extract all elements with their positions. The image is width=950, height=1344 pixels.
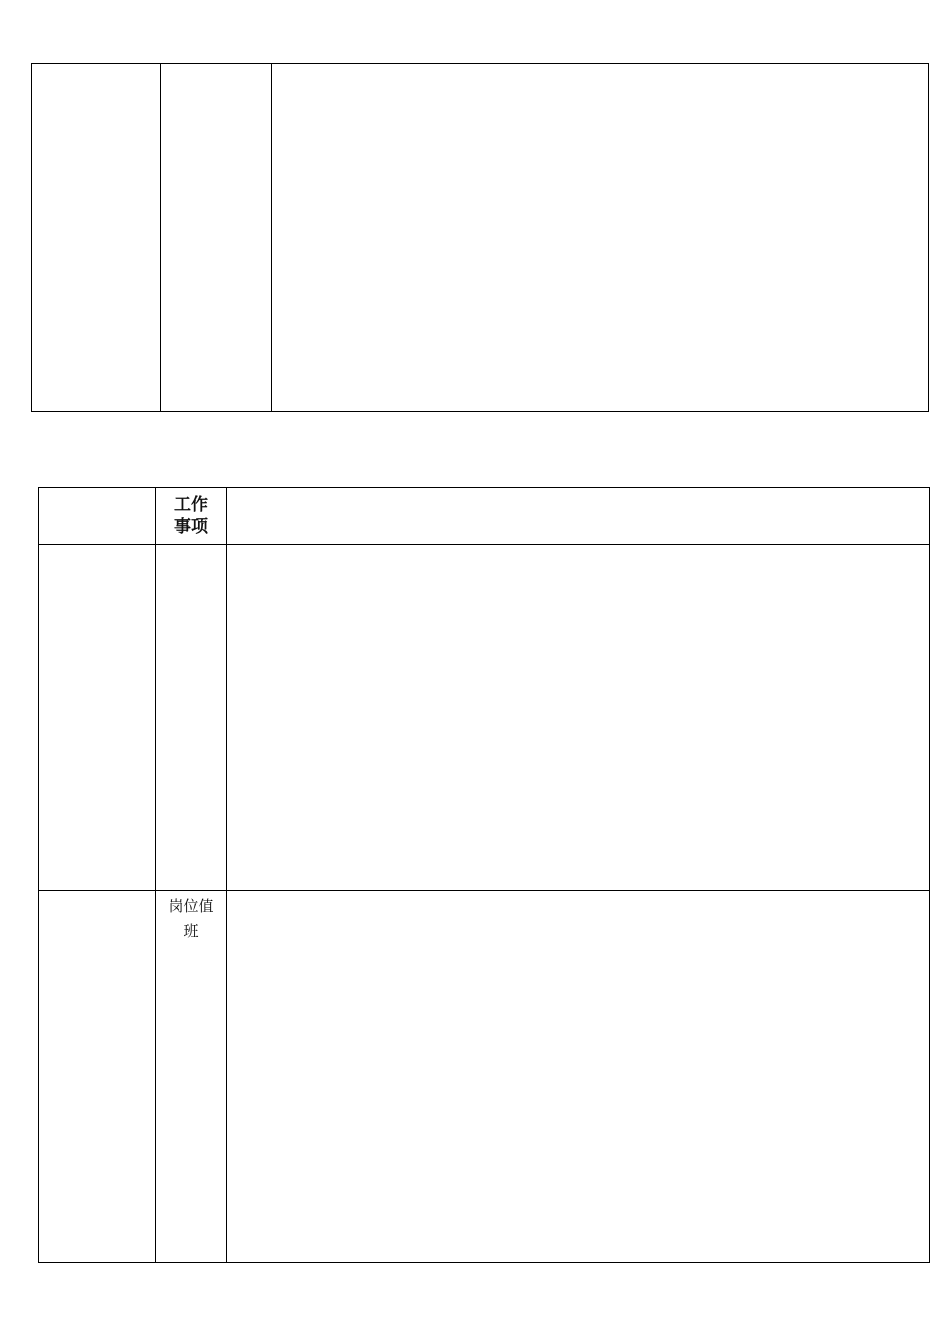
header-time xyxy=(39,488,156,545)
empty-time-cell xyxy=(32,64,161,412)
table-header-row xyxy=(39,488,930,545)
flow-cell xyxy=(227,891,930,1263)
table-row xyxy=(39,891,930,1263)
flow-cell xyxy=(227,545,930,891)
item-cell xyxy=(156,545,227,891)
time-cell xyxy=(39,891,156,1263)
item-cell: 岗位值 班 xyxy=(156,891,227,1263)
header-item: 工作 事项 xyxy=(156,488,227,545)
time-cell xyxy=(39,545,156,891)
empty-item-cell xyxy=(161,64,272,412)
etiquette-content-cell xyxy=(272,64,929,412)
table-row xyxy=(39,545,930,891)
header-flow xyxy=(227,488,930,545)
workflow-table xyxy=(38,487,930,1263)
continuation-table xyxy=(31,63,929,412)
